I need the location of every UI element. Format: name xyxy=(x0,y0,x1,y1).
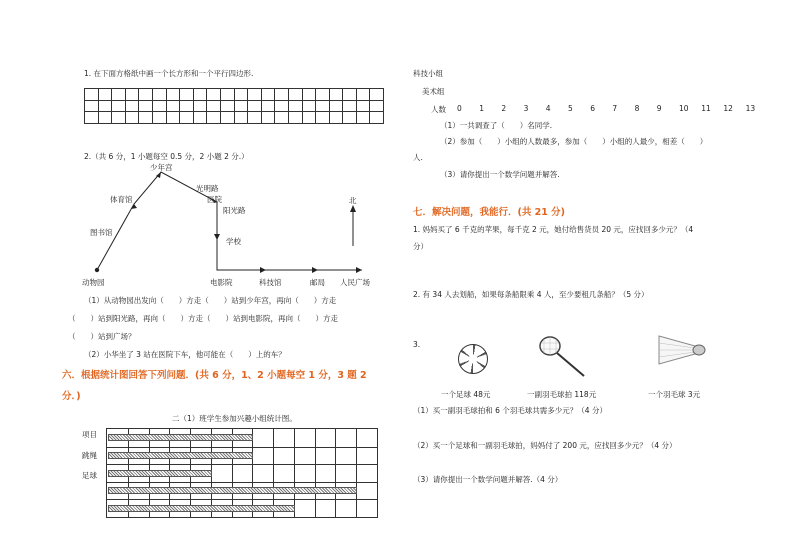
axis-tick-label: 11 xyxy=(701,104,711,113)
q2-text: 2.（共 6 分，1 小题每空 0.5 分，2 小题 2 分.） xyxy=(84,152,249,161)
problem2-text: 2. 有 34 人去划船，如果每条船限乘 4 人，至少要租几条船？（5 分） xyxy=(413,290,649,299)
stat-row-label-football: 足球 xyxy=(82,471,97,480)
section7-heading: 七．解决问题，我能行．(共 21 分) xyxy=(413,207,566,218)
q2-sub1-line3: （ ）站到广场？ xyxy=(68,332,136,341)
football-icon xyxy=(458,344,488,374)
q2-sub1-line1: （1）从动物园出发向（ ）方走（ ）站到少年宫，再向（ ）方走 xyxy=(84,296,337,305)
label-hospital: 医院 xyxy=(207,195,222,204)
label-zoo: 动物园 xyxy=(82,278,105,287)
stat-row-art: 美术组 xyxy=(422,87,445,96)
chart-gridline xyxy=(315,429,316,517)
label-gym: 体育馆 xyxy=(110,195,133,204)
chart-bar xyxy=(108,434,253,441)
problem1-text: 1. 妈妈买了 6 千克的苹果，每千克 2 元，她付给售货员 20 元，应找回多少元？（4 xyxy=(413,225,694,234)
axis-tick-label: 7 xyxy=(612,104,618,113)
chart-gridline xyxy=(356,429,357,517)
price-shuttlecock: 一个羽毛球 3元 xyxy=(648,390,701,399)
axis-tick-label: 0 xyxy=(457,104,462,113)
axis-tick-label: 13 xyxy=(745,104,756,113)
chart-gridline xyxy=(107,499,377,500)
q1-text: 1. 在下面方格纸中画一个长方形和一个平行四边形. xyxy=(84,69,254,78)
problem3-label: 3. xyxy=(413,340,421,349)
axis-tick-label: 9 xyxy=(656,104,662,113)
stat-row-header: 项目 xyxy=(82,430,97,439)
route-line xyxy=(97,172,362,270)
chart-bar xyxy=(108,470,212,477)
label-science-museum: 科技馆 xyxy=(259,278,282,287)
stat-q3: （3）请你提出一个数学问题并解答. xyxy=(440,170,560,179)
stat-q1: （1）一共调查了（ ）名同学. xyxy=(440,121,553,130)
problem1-text-cont: 分） xyxy=(413,242,428,251)
axis-tick-label: 2 xyxy=(501,104,507,113)
north-arrow-head xyxy=(350,205,356,212)
price-racket: 一副羽毛球拍 118元 xyxy=(527,390,597,399)
label-youth-palace: 少年宫 xyxy=(150,163,173,172)
stat-row-label-jumprope: 跳绳 xyxy=(82,451,97,460)
stat-chart-title: 二（1）班学生参加兴趣小组统计图。 xyxy=(172,414,297,423)
label-peoples-square: 人民广场 xyxy=(340,278,370,287)
chart-gridline xyxy=(107,447,377,448)
label-library: 图书馆 xyxy=(90,228,113,237)
label-cinema: 电影院 xyxy=(210,278,233,287)
price-football: 一个足球 48元 xyxy=(441,390,491,399)
label-north: 北 xyxy=(349,196,357,205)
chart-gridline xyxy=(335,429,336,517)
axis-tick-label: 8 xyxy=(634,104,640,113)
arrow-school xyxy=(214,234,220,240)
arrow-post xyxy=(312,267,318,273)
label-post-office: 邮局 xyxy=(310,278,325,287)
stat-bar-chart xyxy=(106,428,378,518)
section6-heading-cont: 分．) xyxy=(62,391,81,402)
chart-bar xyxy=(108,505,295,512)
stat-q2-cont: 人. xyxy=(413,153,423,162)
stat-axis-label: 人数 xyxy=(431,105,446,114)
label-yangguang-road: 阳光路 xyxy=(223,206,246,215)
problem3-q2: （2）买一个足球和一副羽毛球拍，妈妈付了 200 元，应找回多少元？（4 分） xyxy=(413,441,677,450)
stop-zoo xyxy=(95,268,99,272)
axis-tick-label: 5 xyxy=(568,104,573,113)
problem3-q3: （3）请你提出一个数学问题并解答.（4 分） xyxy=(413,475,563,484)
stat-q2: （2）参加（ ）小组的人数最多，参加（ ）小组的人最少，相差（ ） xyxy=(440,137,708,146)
label-guangming-road: 光明路 xyxy=(196,184,219,193)
chart-gridline xyxy=(107,464,377,465)
axis-tick-label: 12 xyxy=(723,104,733,113)
axis-tick-label: 1 xyxy=(479,104,484,113)
label-school: 学校 xyxy=(226,237,241,246)
axis-tick-label: 6 xyxy=(590,104,595,113)
chart-gridline xyxy=(107,482,377,483)
q2-sub1-line2: （ ）站到阳光路，再向（ ）方走（ ）站到电影院，再向（ ）方走 xyxy=(68,314,338,323)
arrow-science xyxy=(260,267,266,273)
chart-bar xyxy=(108,452,253,459)
axis-tick-label: 4 xyxy=(545,104,551,113)
section6-heading: 六．根据统计图回答下列问题．(共 6 分，1、2 小题每空 1 分，3 题 2 xyxy=(62,370,367,381)
q2-sub2: （2）小华坐了 3 站在医院下车，他可能在（ ）上的车？ xyxy=(84,350,286,359)
badminton-racket-icon xyxy=(538,334,588,380)
chart-bar xyxy=(108,487,357,494)
shuttlecock-icon xyxy=(655,332,707,366)
stat-row-science: 科技小组 xyxy=(413,69,443,78)
problem3-q1: （1）买一副羽毛球拍和 6 个羽毛球共需多少元？（4 分） xyxy=(413,406,607,415)
axis-tick-label: 10 xyxy=(679,104,689,113)
arrow-square xyxy=(356,267,362,273)
axis-tick-label: 3 xyxy=(523,104,529,113)
